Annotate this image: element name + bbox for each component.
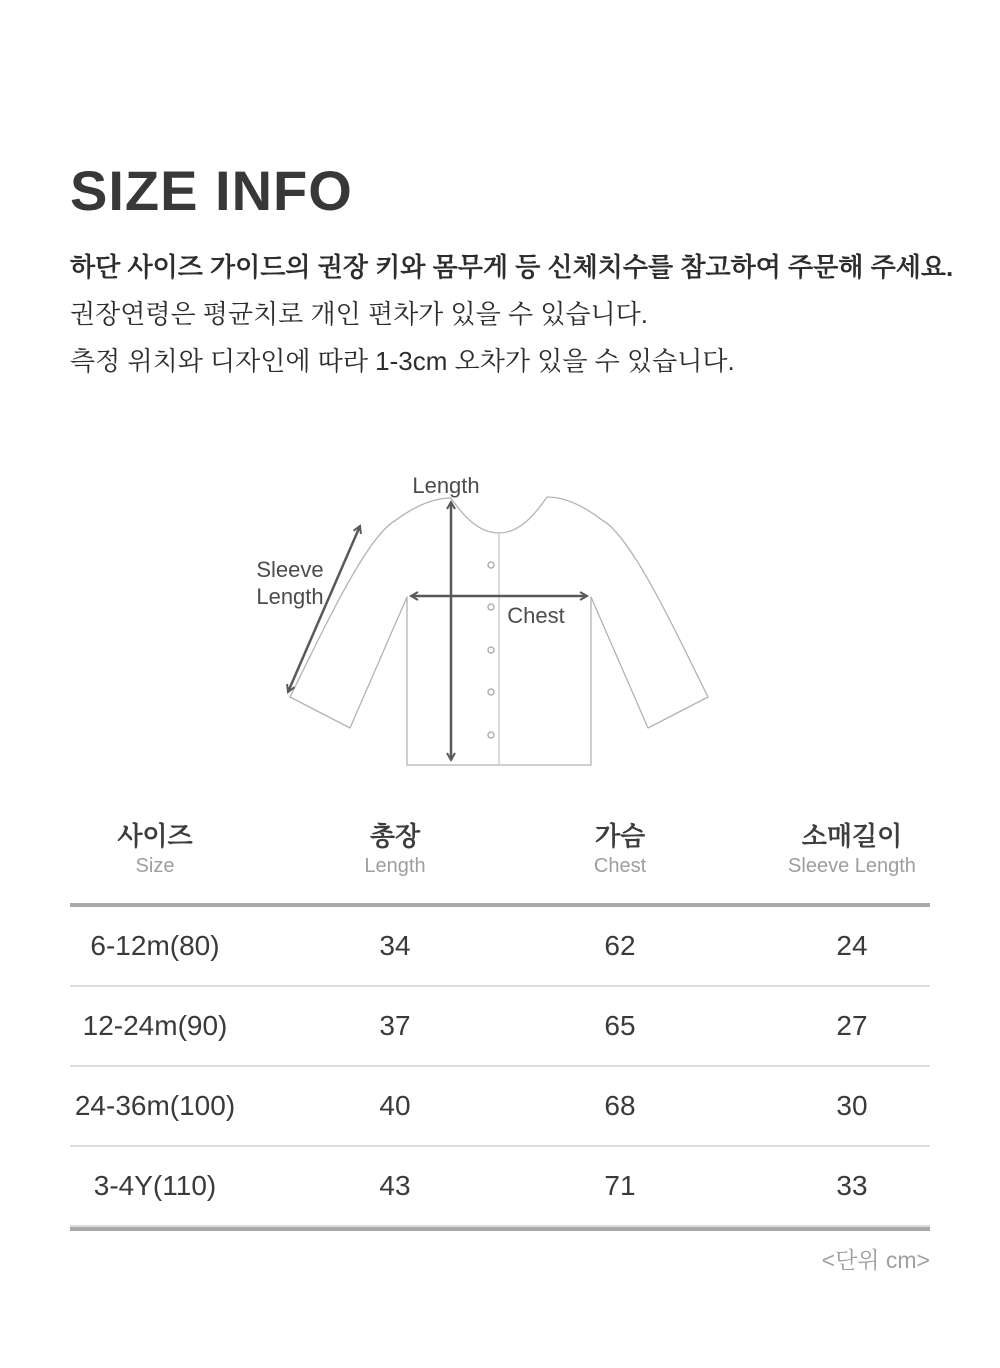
cell-size: 12-24m(90): [82, 1010, 228, 1041]
chest-arrow-label: Chest: [507, 603, 565, 628]
cell-chest: 68: [604, 1090, 636, 1121]
sleeve-length-arrow-label: Sleeve Length: [256, 557, 324, 609]
cell-size: 6-12m(80): [90, 930, 220, 961]
unit-note: <단위 cm>: [821, 1247, 930, 1273]
table-bottom-rule: [70, 1227, 930, 1231]
table-row: [70, 1147, 930, 1227]
header-cell-sleeve-length: 소매길이 Sleeve Length: [788, 821, 916, 877]
garment-diagram-svg: [230, 440, 770, 800]
button-icons: [488, 562, 494, 738]
intro-line-3: 측정 위치와 디자인에 따라 1-3cm 오차가 있을 수 있습니다.: [70, 346, 735, 376]
cell-length: 43: [379, 1170, 411, 1201]
cell-sleeve: 24: [836, 930, 868, 961]
table-row: [70, 1067, 930, 1147]
length-arrow-label: Length: [412, 473, 480, 498]
table-row: [70, 907, 930, 987]
cell-length: 40: [379, 1090, 411, 1121]
cell-chest: 65: [604, 1010, 636, 1041]
cell-size: 3-4Y(110): [93, 1170, 217, 1201]
garment-measurement-diagram: [230, 440, 770, 800]
intro-text: [70, 244, 953, 385]
size-table-header: [70, 815, 930, 903]
intro-line-1: 하단 사이즈 가이드의 권장 키와 몸무게 등 신체치수를 참고하여 주문해 주세요.: [70, 252, 954, 282]
cell-sleeve: 27: [836, 1010, 868, 1041]
cell-length: 37: [379, 1010, 411, 1041]
page-title: SIZE INFO: [70, 158, 353, 222]
header-cell-length: 총장 Length: [364, 821, 426, 877]
header-cell-chest: 가슴 Chest: [593, 821, 647, 877]
table-row: [70, 987, 930, 1067]
cell-sleeve: 33: [836, 1170, 868, 1201]
cell-length: 34: [379, 930, 411, 961]
cell-chest: 62: [604, 930, 636, 961]
intro-line-2: 권장연령은 평균치로 개인 편차가 있을 수 있습니다.: [70, 299, 649, 329]
header-cell-size: 사이즈 Size: [117, 821, 193, 877]
cell-chest: 71: [604, 1170, 636, 1201]
size-table: [70, 815, 930, 1273]
cell-size: 24-36m(100): [74, 1090, 236, 1121]
cell-sleeve: 30: [836, 1090, 868, 1121]
